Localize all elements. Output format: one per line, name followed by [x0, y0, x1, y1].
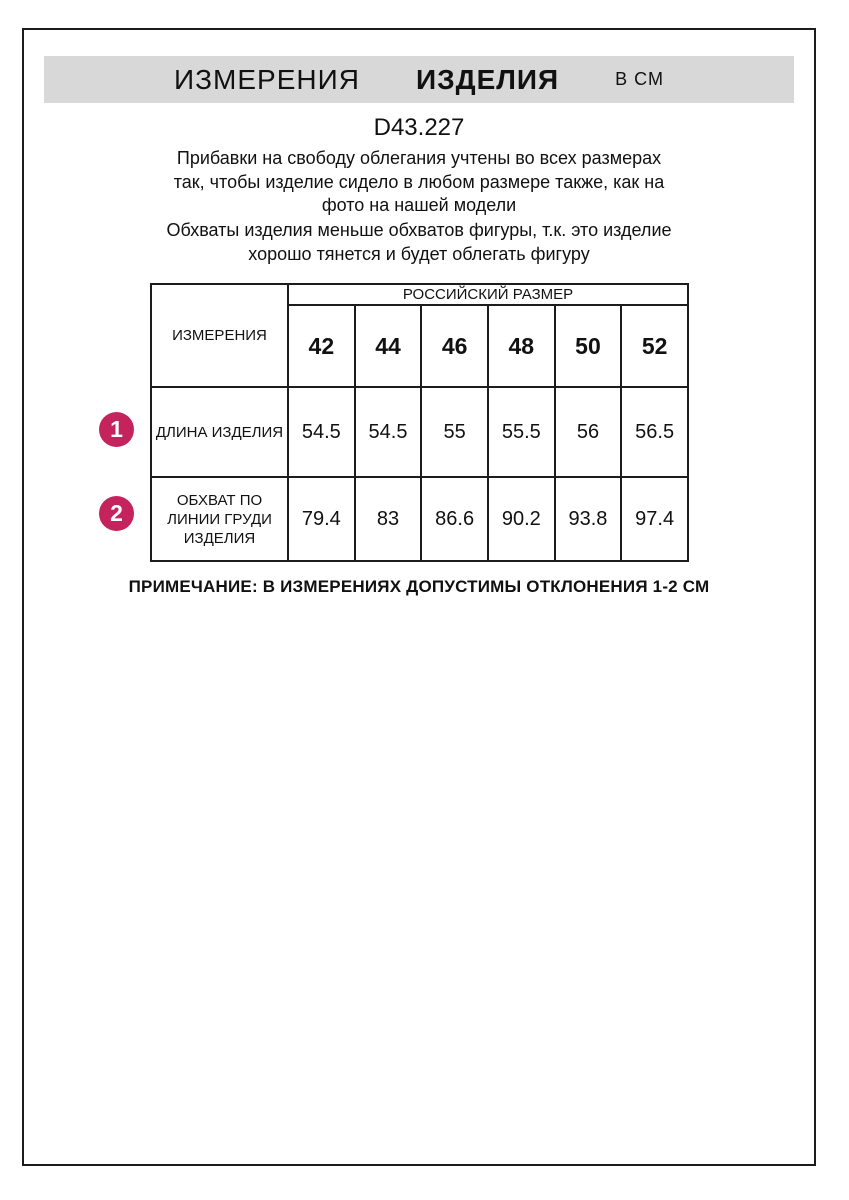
- title-word-product: ИЗДЕЛИЯ: [415, 63, 560, 95]
- title-bar: [44, 56, 794, 103]
- intro-1-line-3: фото на нашей модели: [321, 195, 517, 215]
- title-word-measurements: ИЗМЕРЕНИЯ: [174, 63, 360, 95]
- value-chest-46: 86.6: [421, 477, 488, 561]
- corner-header-cell: ИЗМЕРЕНИЯ: [151, 284, 288, 387]
- intro-1-line-2: так, чтобы изделие сидело в любом размере также, как на: [173, 171, 665, 192]
- value-chest-52: 97.4: [621, 477, 688, 561]
- row-label-length: ДЛИНА ИЗДЕЛИЯ: [151, 387, 288, 477]
- value-length-52: 56.5: [621, 387, 688, 477]
- value-chest-44: 83: [355, 477, 422, 561]
- value-length-50: 56: [555, 387, 622, 477]
- value-length-42: 54.5: [288, 387, 355, 477]
- table-row-chest: [151, 477, 688, 561]
- value-chest-42: 79.4: [288, 477, 355, 561]
- table-row-length: [151, 387, 688, 477]
- product-code: D43.227: [373, 114, 465, 141]
- size-header-cell-42: 42: [288, 305, 355, 387]
- value-length-44: 54.5: [355, 387, 422, 477]
- size-table: [150, 283, 689, 562]
- group-header-row: [151, 284, 688, 305]
- size-header-cell-52: 52: [621, 305, 688, 387]
- intro-paragraph-2: [22, 219, 816, 266]
- value-chest-48: 90.2: [488, 477, 555, 561]
- value-chest-50: 93.8: [555, 477, 622, 561]
- row-marker-2-badge: 2: [99, 496, 134, 531]
- intro-1-line-1: Прибавки на свободу облегания учтены во всех размерах: [176, 148, 662, 168]
- size-header-cell-48: 48: [488, 305, 555, 387]
- size-header-cell-50: 50: [555, 305, 622, 387]
- intro-2-line-2: хорошо тянется и будет облегать фигуру: [248, 243, 590, 264]
- size-header-cell-46: 46: [421, 305, 488, 387]
- intro-2-line-1: Обхваты изделия меньше обхватов фигуры, т.к. это изделие: [166, 220, 672, 240]
- size-header-cell-44: 44: [355, 305, 422, 387]
- value-length-48: 55.5: [488, 387, 555, 477]
- note-line: ПРИМЕЧАНИЕ: В ИЗМЕРЕНИЯХ ДОПУСТИМЫ ОТКЛОНЕНИЯ 1-2 СМ: [128, 577, 710, 596]
- row-label-chest: ОБХВАТ ПО ЛИНИИ ГРУДИ ИЗДЕЛИЯ: [151, 477, 288, 561]
- group-header-cell: РОССИЙСКИЙ РАЗМЕР: [288, 284, 688, 305]
- title-word-units: В СМ: [615, 69, 664, 89]
- value-length-46: 55: [421, 387, 488, 477]
- row-marker-1-badge: 1: [99, 412, 134, 447]
- intro-paragraph-1: [22, 147, 816, 218]
